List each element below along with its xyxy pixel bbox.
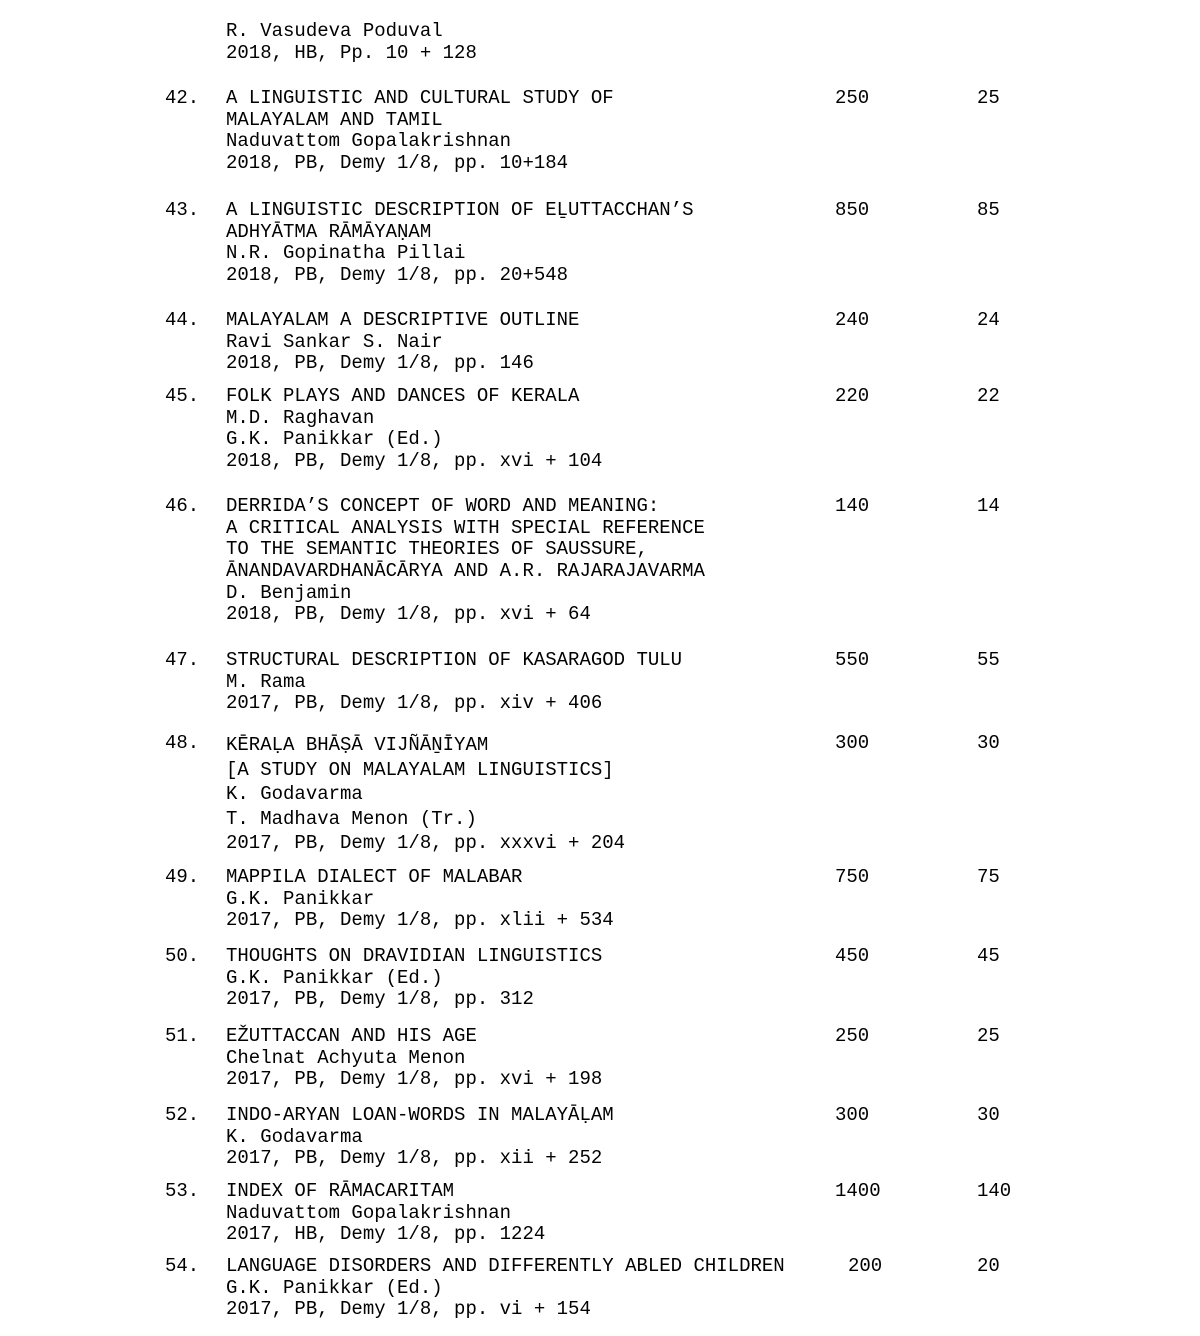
entry-title: A LINGUISTIC AND CULTURAL STUDY OF — [226, 87, 614, 109]
entry-details — [226, 310, 846, 375]
entry-price: 250 — [835, 1025, 870, 1047]
entry-details — [226, 946, 846, 1011]
entry-author: M.D. Raghavan — [226, 406, 375, 429]
entry-price: 450 — [835, 945, 870, 967]
entry-details — [226, 1105, 846, 1170]
entry-author: G.K. Panikkar — [226, 887, 375, 910]
entry-subtitle: [A STUDY ON MALAYALAM LINGUISTICS] — [226, 758, 614, 781]
entry-details — [226, 1256, 846, 1321]
entry-price: 300 — [835, 1104, 870, 1126]
entry-title: INDO-ARYAN LOAN-WORDS IN MALAYĀḶAM — [226, 1104, 614, 1126]
entry-author: M. Rama — [226, 670, 306, 693]
entry-publication-info: 2017, PB, Demy 1/8, pp. xxxvi + 204 — [226, 832, 626, 854]
entry-author: Naduvattom Gopalakrishnan — [226, 1201, 512, 1224]
entry-title: INDEX OF RĀMACARITAM — [226, 1180, 455, 1202]
entry-publication-info: 2017, PB, Demy 1/8, pp. xii + 252 — [226, 1147, 603, 1170]
entry-details — [226, 650, 846, 715]
entry-author: N.R. Gopinatha Pillai — [226, 242, 466, 265]
entry-discount: 25 — [977, 1025, 1000, 1047]
entry-author: Naduvattom Gopalakrishnan — [226, 130, 512, 153]
entry-price: 1400 — [835, 1180, 881, 1202]
entry-price: 750 — [835, 866, 870, 888]
entry-title: MALAYALAM A DESCRIPTIVE OUTLINE — [226, 309, 580, 331]
entry-discount: 25 — [977, 87, 1000, 109]
entry-title: STRUCTURAL DESCRIPTION OF KASARAGOD TULU — [226, 649, 683, 671]
entry-number: 45. — [165, 385, 200, 407]
entry-author: K. Godavarma — [226, 1125, 363, 1148]
entry-title: MAPPILA DIALECT OF MALABAR — [226, 866, 523, 888]
entry-number: 50. — [165, 945, 200, 967]
entry-number: 43. — [165, 199, 200, 221]
entry-publication-info: 2018, PB, Demy 1/8, pp. xvi + 64 — [226, 603, 591, 626]
entry-title: A LINGUISTIC DESCRIPTION OF EḺUTTACCHAN’S — [226, 199, 694, 221]
entry-author: D. Benjamin — [226, 581, 352, 604]
entry-publication-info: 2017, PB, Demy 1/8, pp. vi + 154 — [226, 1298, 591, 1321]
entry-number: 54. — [165, 1255, 200, 1277]
entry-price: 250 — [835, 87, 870, 109]
entry-publication-info: 2017, PB, Demy 1/8, pp. 312 — [226, 988, 534, 1011]
entry-discount: 20 — [977, 1255, 1000, 1277]
entry-publication-info: 2018, PB, Demy 1/8, pp. 10+184 — [226, 152, 569, 175]
entry-details — [226, 867, 846, 932]
entry-author: R. Vasudeva Poduval — [226, 20, 443, 42]
entry-author: Chelnat Achyuta Menon — [226, 1046, 466, 1069]
entry-publication-info: 2017, PB, Demy 1/8, pp. xlii + 534 — [226, 909, 614, 932]
entry-details — [226, 733, 846, 856]
entry-price: 300 — [835, 732, 870, 754]
entry-title: TO THE SEMANTIC THEORIES OF SAUSSURE, — [226, 538, 648, 561]
entry-editor: G.K. Panikkar (Ed.) — [226, 428, 443, 451]
entry-publication-info: 2017, HB, Demy 1/8, pp. 1224 — [226, 1223, 546, 1246]
entry-title: ADHYĀTMA RĀMĀYAṆAM — [226, 220, 432, 243]
entry-details — [226, 200, 846, 287]
entry-details — [226, 386, 846, 473]
entry-discount: 140 — [977, 1180, 1012, 1202]
entry-publication-info: 2018, PB, Demy 1/8, pp. xvi + 104 — [226, 450, 603, 473]
entry-price: 200 — [848, 1255, 883, 1277]
entry-discount: 45 — [977, 945, 1000, 967]
entry-number: 53. — [165, 1180, 200, 1202]
entry-number: 52. — [165, 1104, 200, 1126]
entry-publication-info: 2018, PB, Demy 1/8, pp. 20+548 — [226, 264, 569, 287]
entry-title: EŽUTTACCAN AND HIS AGE — [226, 1025, 477, 1047]
entry-price: 220 — [835, 385, 870, 407]
entry-publication-info: 2018, HB, Pp. 10 + 128 — [226, 41, 477, 64]
entry-price: 140 — [835, 495, 870, 517]
entry-discount: 30 — [977, 1104, 1000, 1126]
entry-number: 49. — [165, 866, 200, 888]
entry-author: K. Godavarma — [226, 783, 363, 805]
entry-editor: G.K. Panikkar (Ed.) — [226, 966, 443, 989]
entry-details — [226, 21, 846, 64]
entry-discount: 22 — [977, 385, 1000, 407]
entry-title: DERRIDA’S CONCEPT OF WORD AND MEANING: — [226, 495, 660, 517]
entry-number: 51. — [165, 1025, 200, 1047]
entry-number: 44. — [165, 309, 200, 331]
entry-price: 850 — [835, 199, 870, 221]
entry-author: Ravi Sankar S. Nair — [226, 330, 443, 353]
entry-publication-info: 2017, PB, Demy 1/8, pp. xiv + 406 — [226, 692, 603, 715]
entry-price: 240 — [835, 309, 870, 331]
entry-discount: 55 — [977, 649, 1000, 671]
entry-details — [226, 496, 846, 626]
entry-details — [226, 1026, 846, 1091]
entry-publication-info: 2017, PB, Demy 1/8, pp. xvi + 198 — [226, 1068, 603, 1091]
entry-discount: 30 — [977, 732, 1000, 754]
entry-editor: G.K. Panikkar (Ed.) — [226, 1276, 443, 1299]
entry-number: 42. — [165, 87, 200, 109]
entry-number: 48. — [165, 732, 200, 754]
entry-discount: 14 — [977, 495, 1000, 517]
entry-publication-info: 2018, PB, Demy 1/8, pp. 146 — [226, 352, 534, 375]
entry-discount: 75 — [977, 866, 1000, 888]
entry-title: THOUGHTS ON DRAVIDIAN LINGUISTICS — [226, 945, 603, 967]
entry-number: 47. — [165, 649, 200, 671]
entry-title: LANGUAGE DISORDERS AND DIFFERENTLY ABLED CHILDREN — [226, 1255, 785, 1277]
entry-title: MALAYALAM AND TAMIL — [226, 108, 443, 131]
entry-details — [226, 1181, 846, 1246]
entry-title: FOLK PLAYS AND DANCES OF KERALA — [226, 385, 580, 407]
entry-details — [226, 88, 846, 175]
entry-number: 46. — [165, 495, 200, 517]
entry-translator: T. Madhava Menon (Tr.) — [226, 807, 477, 830]
entry-title: KĒRAḶA BHĀṢĀ VIJÑĀṈĪYAM — [226, 734, 489, 756]
entry-title: ĀNANDAVARDHANĀCĀRYA AND A.R. RAJARAJAVARMA — [226, 560, 705, 583]
entry-discount: 85 — [977, 199, 1000, 221]
entry-price: 550 — [835, 649, 870, 671]
entry-discount: 24 — [977, 309, 1000, 331]
entry-title: A CRITICAL ANALYSIS WITH SPECIAL REFERENCE — [226, 516, 705, 539]
